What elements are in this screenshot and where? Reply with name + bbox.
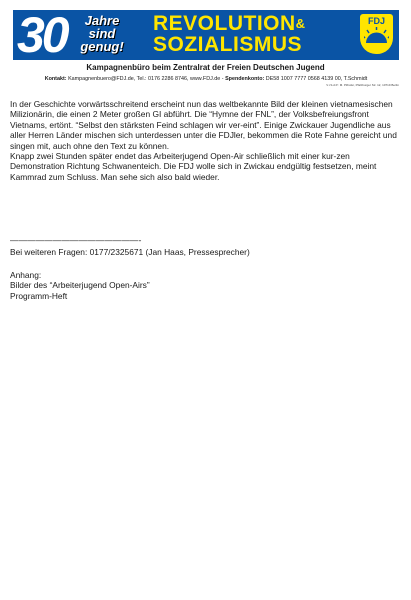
contact-line — [13, 76, 399, 82]
legal-notice: V.i.S.d.P.: M. Pilhofer, Pfalzburger Str. 12, 10719 Berlin — [326, 83, 399, 87]
paragraph: Knapp zwei Stunden später endet das Arbeiterjugend Open-Air schließlich mit einer kur-zen Demonstration Richtung Schwanenteich. Die FDJ wolle sich in Zwickau endgültig festsetzen, meint Kammrad zum Schluss. Man sehe sich also bald wieder. — [10, 151, 377, 182]
anniversary-slogan — [68, 14, 136, 53]
article-body — [10, 99, 404, 182]
account-label: Spendenkonto: — [225, 76, 265, 82]
slogan-line: genug! — [80, 39, 124, 54]
banner-title-line2: SOZIALISMUS — [153, 33, 303, 56]
slogan-line: Jahre — [84, 13, 120, 28]
header-banner — [13, 10, 399, 60]
account-details: DE58 1007 7777 0568 4139 00, T.Schmidt — [264, 76, 368, 82]
paragraph: In der Geschichte vorwärtsschreitend erscheint nun das weltbekannte Bild der kleinen vietnamesischen Milizionärin, die einen 2 Meter großen GI abführt. Die “Hymne der FNL”, der Volksbefreiungsfront Vietnams, ertönt. “Selbst den stärksten Feind schlagen wir ver-eint”. Einige Zwickauer Jugendliche aus aller Herren Länder mischen sich unterdessen unter die FDJler, bekommen die Rote Fahne gereicht und singen mit, auch ohne den Text zu können. — [10, 99, 397, 151]
rising-sun-icon — [364, 27, 389, 49]
fdj-logo-text: FDJ — [367, 16, 385, 26]
slogan-line: sind — [88, 26, 116, 41]
attachment-item: Programm-Heft — [10, 290, 68, 301]
banner-title-ampersand: & — [295, 16, 306, 31]
attachments-label: Anhang: — [10, 270, 42, 280]
banner-title-line1: REVOLUTION — [153, 12, 296, 35]
separator-line: ———————————————- — [10, 235, 142, 245]
fdj-logo — [360, 14, 393, 54]
contact-questions: Bei weiteren Fragen: 0177/2325671 (Jan Haas, Pressesprecher) — [10, 247, 250, 257]
organization-title: Kampagnenbüro beim Zentralrat der Freien Deutschen Jugend — [86, 63, 325, 72]
attachments-section — [10, 270, 150, 301]
contact-label: Kontakt: — [44, 76, 67, 82]
banner-title — [153, 13, 363, 55]
anniversary-number: 30 — [17, 10, 67, 60]
attachment-item: Bilder des “Arbeiterjugend Open-Airs” — [10, 280, 150, 291]
contact-details: Kampagnenbuero@FDJ.de, Tel.: 0176 2286 8746, www.FDJ.de - — [68, 76, 226, 82]
